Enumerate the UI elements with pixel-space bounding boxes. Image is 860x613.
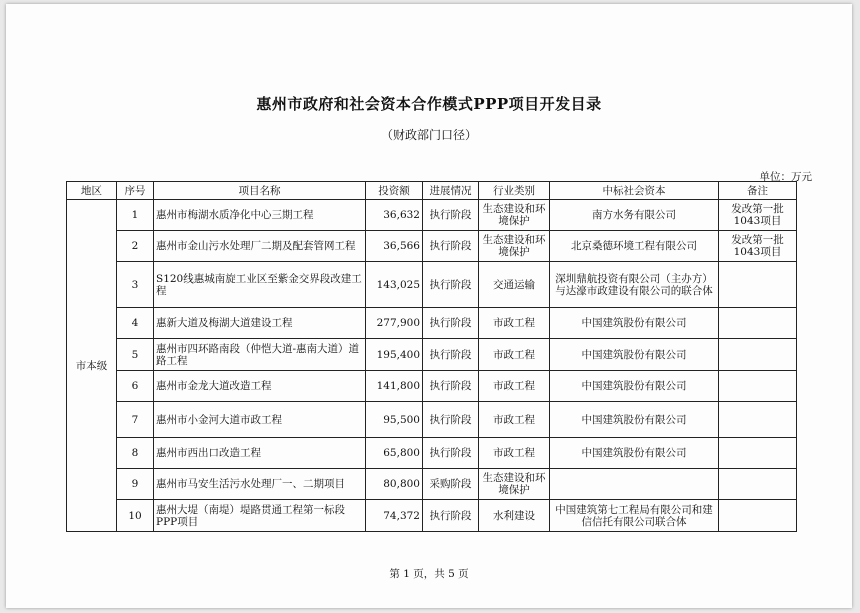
status-cell: 执行阶段 [423, 371, 479, 402]
header-remark: 备注 [719, 182, 797, 200]
name-cell: S120线惠城南旋工业区至紫金交界段改建工程 [154, 262, 366, 308]
ppp-project-table [66, 181, 797, 532]
table-row [67, 500, 797, 532]
table-row [67, 469, 797, 500]
no-cell: 4 [117, 308, 154, 339]
investor-cell: 中国建筑股份有限公司 [550, 308, 719, 339]
no-cell: 5 [117, 339, 154, 371]
header-investment: 投资额 [366, 182, 423, 200]
no-cell: 8 [117, 438, 154, 469]
investor-cell: 中国建筑第七工程局有限公司和建信信托有限公司联合体 [550, 500, 719, 532]
header-region: 地区 [67, 182, 117, 200]
document-title: 惠州市政府和社会资本合作模式PPP项目开发目录 [256, 95, 602, 113]
status-cell: 执行阶段 [423, 231, 479, 262]
unit-label: 单位：万元 [759, 171, 812, 183]
name-cell: 惠新大道及梅湖大道建设工程 [154, 308, 366, 339]
no-cell: 1 [117, 200, 154, 231]
investment-cell: 195,400 [366, 339, 423, 371]
remark-cell [719, 469, 797, 500]
investor-cell: 中国建筑股份有限公司 [550, 438, 719, 469]
investment-cell: 277,900 [366, 308, 423, 339]
investment-cell: 141,800 [366, 371, 423, 402]
table-row [67, 200, 797, 231]
remark-cell [719, 500, 797, 532]
investment-cell: 36,566 [366, 231, 423, 262]
industry-cell: 市政工程 [479, 438, 550, 469]
status-cell: 执行阶段 [423, 339, 479, 371]
region-cell: 市本级 [67, 200, 117, 532]
remark-cell: 发改第一批1043项目 [719, 231, 797, 262]
remark-cell [719, 438, 797, 469]
investor-cell: 中国建筑股份有限公司 [550, 371, 719, 402]
table-row [67, 308, 797, 339]
investment-cell: 36,632 [366, 200, 423, 231]
investor-cell: 中国建筑股份有限公司 [550, 402, 719, 438]
industry-cell: 市政工程 [479, 339, 550, 371]
status-cell: 执行阶段 [423, 200, 479, 231]
investment-cell: 80,800 [366, 469, 423, 500]
investment-cell: 65,800 [366, 438, 423, 469]
industry-cell: 市政工程 [479, 308, 550, 339]
remark-cell [719, 402, 797, 438]
investor-cell [550, 469, 719, 500]
document-page [6, 4, 852, 608]
name-cell: 惠州市四环路南段（仲恺大道-惠南大道）道路工程 [154, 339, 366, 371]
page-footer: 第 1 页，共 5 页 [389, 568, 469, 580]
name-cell: 惠州市金龙大道改造工程 [154, 371, 366, 402]
industry-cell: 市政工程 [479, 371, 550, 402]
header-industry: 行业类别 [479, 182, 550, 200]
document-subtitle: （财政部门口径） [380, 128, 477, 142]
status-cell: 执行阶段 [423, 500, 479, 532]
industry-cell: 水利建设 [479, 500, 550, 532]
table-row [67, 262, 797, 308]
header-status: 进展情况 [423, 182, 479, 200]
investor-cell: 北京桑德环境工程有限公司 [550, 231, 719, 262]
no-cell: 7 [117, 402, 154, 438]
table-row [67, 438, 797, 469]
status-cell: 执行阶段 [423, 308, 479, 339]
no-cell: 10 [117, 500, 154, 532]
status-cell: 执行阶段 [423, 402, 479, 438]
table-row [67, 371, 797, 402]
no-cell: 9 [117, 469, 154, 500]
investment-cell: 74,372 [366, 500, 423, 532]
header-name: 项目名称 [154, 182, 366, 200]
remark-cell [719, 308, 797, 339]
remark-cell: 发改第一批1043项目 [719, 200, 797, 231]
header-no: 序号 [117, 182, 154, 200]
investor-cell: 南方水务有限公司 [550, 200, 719, 231]
industry-cell: 生态建设和环境保护 [479, 200, 550, 231]
table-header-row [67, 182, 797, 200]
investor-cell: 中国建筑股份有限公司 [550, 339, 719, 371]
name-cell: 惠州市西出口改造工程 [154, 438, 366, 469]
remark-cell [719, 262, 797, 308]
industry-cell: 生态建设和环境保护 [479, 231, 550, 262]
industry-cell: 交通运输 [479, 262, 550, 308]
table-row [67, 231, 797, 262]
investment-cell: 143,025 [366, 262, 423, 308]
investment-cell: 95,500 [366, 402, 423, 438]
remark-cell [719, 371, 797, 402]
name-cell: 惠州市马安生活污水处理厂一、二期项目 [154, 469, 366, 500]
no-cell: 2 [117, 231, 154, 262]
no-cell: 3 [117, 262, 154, 308]
table-row [67, 402, 797, 438]
no-cell: 6 [117, 371, 154, 402]
header-investor: 中标社会资本 [550, 182, 719, 200]
industry-cell: 市政工程 [479, 402, 550, 438]
name-cell: 惠州大堤（南堤）堤路贯通工程第一标段PPP项目 [154, 500, 366, 532]
status-cell: 采购阶段 [423, 469, 479, 500]
status-cell: 执行阶段 [423, 262, 479, 308]
name-cell: 惠州市小金河大道市政工程 [154, 402, 366, 438]
name-cell: 惠州市金山污水处理厂二期及配套管网工程 [154, 231, 366, 262]
status-cell: 执行阶段 [423, 438, 479, 469]
remark-cell [719, 339, 797, 371]
name-cell: 惠州市梅湖水质净化中心三期工程 [154, 200, 366, 231]
table-row [67, 339, 797, 371]
investor-cell: 深圳鼎航投资有限公司（主办方）与达濠市政建设有限公司的联合体 [550, 262, 719, 308]
industry-cell: 生态建设和环境保护 [479, 469, 550, 500]
